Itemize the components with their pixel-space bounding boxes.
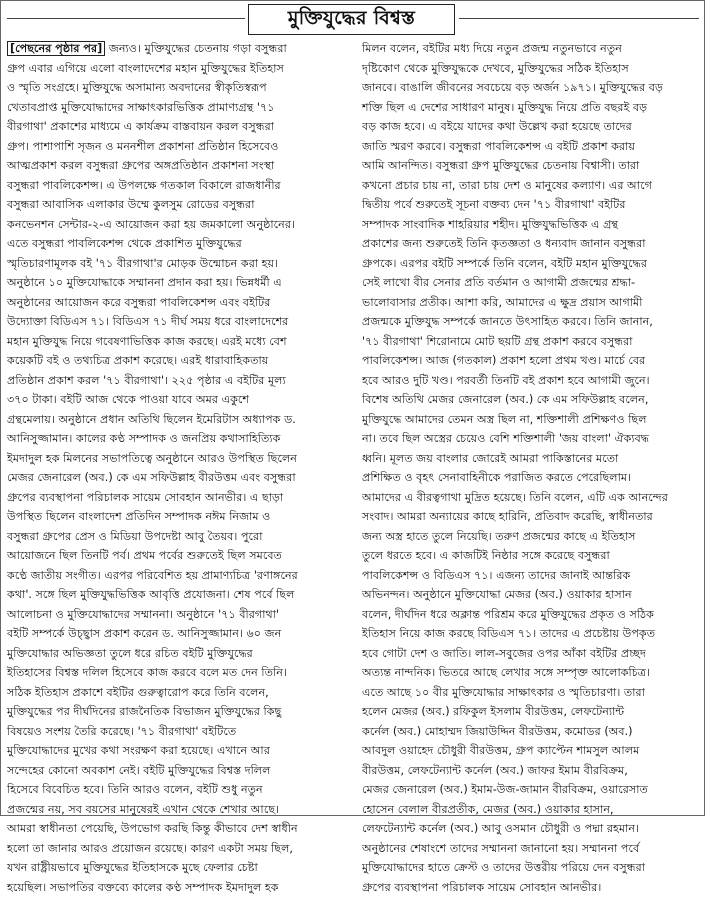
article-line xyxy=(7,488,344,508)
article-line-text: গ্রুপকে। এরপর বইটি সম্পর্কে তিনি বলেন, বইটি মহান মুক্তিযুদ্ধের xyxy=(362,257,647,270)
article-line-text: বিশেষ অতিথি মেজর জেনারেল (অব.) কে এম সফিউল্লাহ বলেন, xyxy=(362,393,648,406)
article-line-text: যখন রাষ্ট্রীয়ভাবে মুক্তিযুদ্ধের ইতিহাসকে মুছে ফেলার চেষ্টা xyxy=(7,861,258,874)
article-line-text: আবদুল ওয়াহেদ চৌধুরী বীরউত্তম, গ্রুপ ক্যাপ্টেন শামসুল আলম xyxy=(362,744,639,757)
article-line-text: কখনো প্রচার চায় না, তারা চায় দেশ ও মানুষের কল্যাণ। এর আগে xyxy=(362,179,652,192)
article-line xyxy=(7,624,344,644)
article-line-text: হলো তা জানার আরও প্রয়োজন রয়েছে। কারণ একটা সময় ছিল, xyxy=(7,842,293,855)
article-line xyxy=(7,293,344,313)
article-line-text: পাবলিকেশন্স ও বিডিএস ৭১। এজন্য তাদের জানাই আন্তরিক xyxy=(362,569,630,582)
article-line-text: বড় কাজ হবে। এ বইয়ে যাদের কথা উল্লেখ করা হয়েছে তাদের xyxy=(362,120,632,133)
article-line xyxy=(362,858,699,878)
article-line xyxy=(362,351,699,371)
left-column xyxy=(7,39,344,897)
article-line xyxy=(362,78,699,98)
article-line-text: জন্যও। মুক্তিযুদ্ধের চেতনায় গড়া বসুন্ধরা xyxy=(109,42,287,55)
article-line-text: মেজর জেনারেল (অব.) কে এম সফিউল্লাহ বীরউত্তম এবং বসুন্ধরা xyxy=(7,471,296,484)
article-line-text: মুক্তিযোদ্ধাদের মুখের কথা সংরক্ষণ করা হয়েছে। এখানে আর xyxy=(7,744,270,757)
article-line xyxy=(7,878,344,897)
article-line-text: মুক্তিযুদ্ধের পর দীর্ঘদিনের রাজনৈতিক বিভাজন মুক্তিযুদ্ধের কিছু xyxy=(7,705,281,718)
article-line xyxy=(362,137,699,157)
article-line-text: মেজর জেনারেল (অব.) ইমাম-উজ-জামান বীরবিক্রম, ওয়ারেসাত xyxy=(362,783,648,796)
article-line-text: শক্তি ছিল এ দেশের সাধারণ মানুষ। মুক্তিযুদ্ধ নিয়ে প্রতি বছরই বড় xyxy=(362,101,647,114)
article-line xyxy=(7,176,344,196)
article-line xyxy=(7,585,344,605)
article-line-text: হোসেন বেলাল বীরপ্রতীক, মেজর (অব.) ওয়াকার হাসান, xyxy=(362,803,614,816)
article-line xyxy=(7,215,344,235)
article-line-text: এতে আছে ১০ বীর মুক্তিযোদ্ধার সাক্ষাৎকার ও স্মৃতিচারণা। তারা xyxy=(362,686,645,699)
article-line xyxy=(362,878,699,897)
article-line-text: ভালোবাসার প্রতীক। আশা করি, আমাদের এ ক্ষুদ্র প্রয়াস আগামী xyxy=(362,296,642,309)
article-line-text: কয়েকটি বই ও তথ্যচিত্র প্রকাশ করেছে। এরই ধারাবাহিকতায় xyxy=(7,354,268,367)
article-line-text: উপস্থিত ছিলেন বাংলাদেশ প্রতিদিন সম্পাদক নঈম নিজাম ও xyxy=(7,510,270,523)
article-line xyxy=(362,254,699,274)
article-line xyxy=(7,741,344,761)
article-line xyxy=(7,605,344,625)
article-line xyxy=(362,605,699,625)
article-line-text: আমরা স্বাধীনতা পেয়েছি, উপভোগ করছি কিন্তু কীভাবে দেশ স্বাধীন xyxy=(7,822,298,835)
article-line-text: আত্মপ্রকাশ করল বসুন্ধরা গ্রুপের অঙ্গপ্রতিষ্ঠান প্রকাশনা সংস্থা xyxy=(7,159,274,172)
article-line-text: স্মৃতিচারণামূলক বই '৭১ বীরগাথা'র মোড়ক উন্মোচন করা হয়। xyxy=(7,257,278,270)
article-line xyxy=(362,839,699,859)
article-line xyxy=(362,780,699,800)
article-line xyxy=(362,293,699,313)
article-line-text: আলোচনা ও মুক্তিযোদ্ধাদের সম্মাননা। অনুষ্ঠানে '৭১ বীরগাথা' xyxy=(7,608,279,621)
article-line-text: বসুন্ধরা পাবলিকেশন্স। এ উপলক্ষে গতকাল বিকালে রাজধানীর xyxy=(7,179,281,192)
headline-rule-left xyxy=(7,18,245,19)
article-line xyxy=(7,78,344,98)
article-line-text: অনুষ্ঠানের আয়োজন করে বসুন্ধরা পাবলিকেশন্স এবং বইটির xyxy=(7,296,270,309)
article-line xyxy=(362,449,699,469)
article-line xyxy=(7,468,344,488)
article-line-text: বীরগাথা' প্রকাশের মাধ্যমে এ কার্যক্রম বাস্তবায়ন করল বসুন্ধরা xyxy=(7,120,274,133)
article-line-text: বসুন্ধরা গ্রুপের প্রেস ও মিডিয়া উপদেষ্টা আবু তৈয়ব। পুরো xyxy=(7,530,262,543)
article-line-text: দ্বিতীয় পর্বে শুরুতেই সূচনা বক্তব্য দেন '৭১ বীরগাথা' বইটির xyxy=(362,198,626,211)
article-line-text: কনভেনশন সেন্টার-২-এ আয়োজন করা হয় জমকালো অনুষ্ঠানের। xyxy=(7,218,295,231)
article-line xyxy=(7,819,344,839)
article-line-text: গ্রন্থমেলায়। অনুষ্ঠানে প্রধান অতিথি ছিলেন ইমেরিটাস অধ্যাপক ড. xyxy=(7,413,296,426)
article-line-text: কথা'. সঙ্গে ছিল মুক্তিযুদ্ধভিত্তিক আবৃত্তি প্রযোজনা। শেষ পর্বে ছিল xyxy=(7,588,294,601)
article-line xyxy=(7,507,344,527)
article-line xyxy=(7,644,344,664)
article-line xyxy=(362,702,699,722)
article-line xyxy=(362,98,699,118)
article-line xyxy=(7,137,344,157)
article-line xyxy=(362,390,699,410)
article-line-text: না। তবে ছিল অস্ত্রের চেয়েও বেশি শক্তিশালী 'জয় বাংলা' ঐক্যবদ্ধ xyxy=(362,432,649,445)
article-line-text: ইমদাদুল হক মিলনের সভাপতিত্বে অনুষ্ঠানে আরও উপস্থিত ছিলেন xyxy=(7,452,297,465)
article-line-text: কর্নেল (অব.) মোহাম্মদ জিয়াউদ্দিন বীরউত্তম, কমোডর (অব.) xyxy=(362,725,633,738)
article-line-text: সম্পাদক সাংবাদিক শাহরিয়ার শহীদ। মুক্তিযুদ্ধভিত্তিক এ গ্রন্থ xyxy=(362,218,618,231)
article-line xyxy=(7,332,344,352)
article-line-text: ইতিহাসের বিশ্বস্ত দলিল হিসেবে কাজ করবে বলে মত দেন তিনি। xyxy=(7,666,287,679)
article-line xyxy=(362,566,699,586)
article-line xyxy=(362,117,699,137)
article-line xyxy=(7,566,344,586)
article-line-text: মুক্তিযুদ্ধে আমাদের তেমন অস্ত্র ছিল না, শক্তিশালী প্রশিক্ষণও ছিল xyxy=(362,413,647,426)
article-line xyxy=(7,800,344,820)
article-line-text: গ্রুপের ব্যবস্থাপনা পরিচালক সায়েম সোবহান আনভীর। xyxy=(362,881,601,894)
article-line-text: লেফটেন্যান্ট কর্নেল (অব.) আবু ওসমান চৌধুরী ও পদ্মা রহমান। xyxy=(362,822,639,835)
article-line xyxy=(362,527,699,547)
article-line-text: হলেন মেজর (অব.) রফিকুল ইসলাম বীরউত্তম, লেফটেন্যান্ট xyxy=(362,705,624,718)
article-line-text: পাবলিকেশন্স। আজ (গতকাল) প্রকাশ হলো প্রথম খণ্ড। মার্চে বের xyxy=(362,354,645,367)
article-line xyxy=(362,429,699,449)
article-line-text: বীরউত্তম, লেফটেন্যান্ট কর্নেল (অব.) জাফর ইমাম বীরবিক্রম, xyxy=(362,764,628,777)
article-line xyxy=(7,761,344,781)
article-line-text: '৭১ বীরগাথা' শিরোনামে মোট ছয়টি গ্রন্থ প্রকাশ করবে বসুন্ধরা xyxy=(362,335,632,348)
article-line-text: প্রজন্মকে মুক্তিযুদ্ধ সম্পর্কে জানতে উৎসাহিত করবে। তিনি জানান, xyxy=(362,315,653,328)
article-line-text: মিলন বলেন, বইটির মধ্য দিয়ে নতুন প্রজন্ম নতুনভাবে নতুন xyxy=(362,42,622,55)
article-line-text: প্রশিক্ষিত ও বৃহৎ সেনাবাহিনীকে পরাজিত করতে পেরেছিলাম। xyxy=(362,471,631,484)
article-line-text: গ্রুপের ব্যবস্থাপনা পরিচালক সায়েম সোবহান আনভীর। এ ছাড়া xyxy=(7,491,283,504)
article-line xyxy=(7,273,344,293)
article-line-text: মুক্তিযোদ্ধার অভিজ্ঞতা তুলে ধরে রচিত বইটি মুক্তিযুদ্ধের xyxy=(7,647,253,660)
article-line xyxy=(7,780,344,800)
article-line xyxy=(362,156,699,176)
headline: মুক্তিযুদ্ধের বিশ্বস্ত xyxy=(288,4,415,36)
article-line xyxy=(7,410,344,430)
article-line xyxy=(7,254,344,274)
article-line xyxy=(7,390,344,410)
article-line-text: ও স্মৃতি সংগ্রহে। মুক্তিযুদ্ধে অসামান্য অবদানের স্বীকৃতিস্বরূপ xyxy=(7,81,267,94)
article-line xyxy=(362,59,699,79)
article-line-text: বইটি সম্পর্কে উচ্ছ্বাস প্রকাশ করেন ড. আনিসুজ্জামান। ৬০ জন xyxy=(7,627,281,640)
article-line xyxy=(362,624,699,644)
article-line-text: হিসেবে বিবেচিত হবে। তিনি আরও বলেন, বইটি শুধু নতুন xyxy=(7,783,263,796)
article-line xyxy=(362,761,699,781)
article-line-text: উদ্যোক্তা বিডিএস ৭১। বিডিএস ৭১ দীর্ঘ সময় ধরে বাংলাদেশের xyxy=(7,315,288,328)
article-line-text: অনুষ্ঠানে ১০ মুক্তিযোদ্ধাকে সম্মাননা প্রদান করা হয়। ভিন্নধর্মী এ xyxy=(7,276,282,289)
article-line xyxy=(362,468,699,488)
article-line-text: অভিনন্দন। অনুষ্ঠানে মুক্তিযোদ্ধা মেজর (অব.) ওয়াকার হাসান xyxy=(362,588,632,601)
article-line xyxy=(362,722,699,742)
article-line xyxy=(7,39,344,59)
article-line-text: প্রতিষ্ঠান প্রকাশ করল '৭১ বীরগাথা'। ২২৫ পৃষ্ঠার এ বইটির মূল্য xyxy=(7,374,286,387)
right-column xyxy=(362,39,699,897)
article-line-text: ধ্বনি। মূলত জয় বাংলার জোরেই আমরা পাকিস্তানের মতো xyxy=(362,452,618,465)
article-line-text: ৩৭০ টাকা। বইটি আজ থেকে পাওয়া যাবে অমর একুশে xyxy=(7,393,249,406)
article-line xyxy=(362,332,699,352)
article-line xyxy=(362,312,699,332)
article-line-text: গ্রুপ এবার এগিয়ে এলো বাংলাদেশের মহান মুক্তিযুদ্ধের ইতিহাস xyxy=(7,62,284,75)
article-line-text: তুলে ধরতে হবে। এ কাজটিই নিষ্ঠার সঙ্গে করেছে বসুন্ধরা xyxy=(362,549,610,562)
continuation-tag: [পেছনের পৃষ্ঠার পর] xyxy=(7,41,105,56)
article-line xyxy=(7,156,344,176)
article-line xyxy=(362,741,699,761)
article-line-text: সেই লাখো বীর সেনার প্রতি বর্তমান ও আগামী প্রজন্মের শ্রদ্ধা- xyxy=(362,276,635,289)
article-line xyxy=(7,839,344,859)
article-line-text: হবে গোটা দেশ ও জাতি। লাল-সবুজের ওপর আঁকা বইটির প্রচ্ছদ xyxy=(362,647,646,660)
article-line xyxy=(7,195,344,215)
article-line-text: আমাদের এ বীরত্বগাথা মুদ্রিত হয়েছে। তিনি বলেন, এটি এক আনন্দের xyxy=(362,491,668,504)
article-line xyxy=(7,663,344,683)
article-line-text: বসুন্ধরা আবাসিক এলাকার উম্মে কুলসুম রোডের বসুন্ধরা xyxy=(7,198,254,211)
article-line-text: আমি আনন্দিত। বসুন্ধরা গ্রুপ মুক্তিযুদ্ধের চেতনায় বিশ্বাসী। তারা xyxy=(362,159,639,172)
article-line-text: অত্যন্ত নান্দনিক। ভিতরে আছে লেখার সঙ্গে সম্পৃক্ত আলোকচিত্র। xyxy=(362,666,650,679)
article-line-text: সন্দেহের কোনো অবকাশ নেই। বইটি মুক্তিযুদ্ধের বিশ্বস্ত দলিল xyxy=(7,764,270,777)
article-line xyxy=(362,410,699,430)
article-line-text: আনিসুজ্জামান। কালের কণ্ঠ সম্পাদক ও জনপ্রিয় কথাসাহিত্যিক xyxy=(7,432,280,445)
headline-box xyxy=(248,4,455,35)
article-line-text: কণ্ঠে জাতীয় সংগীত। এরপর পরিবেশিত হয় প্রামাণ্যচিত্র 'রণাঙ্গনের xyxy=(7,569,298,582)
article-line-text: প্রজন্মের নয়, সব বয়সের মানুষেরই এখান থেকে শেখার আছে। xyxy=(7,803,279,816)
article-line xyxy=(7,683,344,703)
article-line xyxy=(362,195,699,215)
article-line xyxy=(7,429,344,449)
article-line-text: খেতাবপ্রাপ্ত মুক্তিযোদ্ধাদের সাক্ষাৎকারভিত্তিক প্রামাণ্যগ্রন্থ '৭১ xyxy=(7,101,275,114)
article-line xyxy=(362,215,699,235)
article-line-text: ইতিহাস নিয়ে কাজ করছে বিডিএস ৭১। তাদের এ প্রচেষ্টায় উপকৃত xyxy=(362,627,655,640)
article-line xyxy=(362,800,699,820)
article-line xyxy=(7,351,344,371)
article-line xyxy=(362,819,699,839)
article-line xyxy=(362,546,699,566)
article-line-text: গ্রুপ। পাশাপাশি সৃজন ও মননশীল প্রকাশনা প্রতিষ্ঠান হিসেবেও xyxy=(7,140,278,153)
article-line-text: অনুষ্ঠানের শেষাংশে তাদের সম্মাননা জানানো হয়। সম্মাননা পর্বে xyxy=(362,842,639,855)
article-line-text: জাতি স্মরণ করবে। বসুন্ধরা পাবলিকেশন্স এ বইটি প্রকাশ করায় xyxy=(362,140,635,153)
article-line xyxy=(362,39,699,59)
article-line-text: সংবাদ। আমরা অন্যায়ের কাছে হারিনি, প্রতিবাদ করেছি, স্বাধীনতার xyxy=(362,510,653,523)
article-line-text: দৃষ্টিকোণ থেকে মুক্তিযুদ্ধকে দেখবে, মুক্তিযুদ্ধের সঠিক ইতিহাস xyxy=(362,62,629,75)
article-line xyxy=(7,702,344,722)
article-line-text: মহান মুক্তিযুদ্ধ নিয়ে গবেষণাভিত্তিক কাজ করছে। এরই মধ্যে বেশ xyxy=(7,335,287,348)
article-line xyxy=(7,312,344,332)
article-line-text: সঠিক ইতিহাস প্রকাশে বইটির গুরুত্বারোপ করে তিনি বলেন, xyxy=(7,686,269,699)
article-line xyxy=(362,273,699,293)
article-line xyxy=(7,98,344,118)
article-line xyxy=(362,507,699,527)
article-line xyxy=(7,117,344,137)
article-line xyxy=(7,546,344,566)
article-line-text: বলেন, দীর্ঘদিন ধরে অক্লান্ত পরিশ্রম করে মুক্তিযুদ্ধের প্রকৃত ও সঠিক xyxy=(362,608,654,621)
article-line xyxy=(362,663,699,683)
article-line-text: হবে আরও দুটি খণ্ড। পরবর্তী তিনটি বই প্রকাশ হবে আগামী জুনে। xyxy=(362,374,650,387)
article-line xyxy=(7,858,344,878)
article-line xyxy=(7,59,344,79)
article-line xyxy=(362,371,699,391)
article-line xyxy=(362,585,699,605)
headline-rule-right xyxy=(459,18,699,19)
article-line-text: হয়েছিল। সভাপতির বক্তব্যে কালের কণ্ঠ সম্পাদক ইমদাদুল হক xyxy=(7,881,279,894)
article-line xyxy=(7,234,344,254)
article-line-text: এতে বসুন্ধরা পাবলিকেশন্স থেকে প্রকাশিত মুক্তিযুদ্ধের xyxy=(7,237,242,250)
article-line xyxy=(362,176,699,196)
article-line xyxy=(362,488,699,508)
article-line xyxy=(362,234,699,254)
article-line-text: প্রকাশের জন্য শুরুতেই তিনি কৃতজ্ঞতা ও ধন্যবাদ জানান বসুন্ধরা xyxy=(362,237,646,250)
article-line xyxy=(362,644,699,664)
article-line-text: মুক্তিযোদ্ধাদের হাতে ক্রেস্ট ও তাদের উত্তরীয় পরিয়ে দেন বসুন্ধরা xyxy=(362,861,645,874)
article-line xyxy=(7,722,344,742)
article-line-text: বিষয়েও সংশয় তৈরি করেছে। '৭১ বীরগাথা' বইটিতে xyxy=(7,725,236,738)
article-line xyxy=(7,449,344,469)
article-line xyxy=(7,527,344,547)
article-line-text: জানবে। বাঙালি জীবনের সবচেয়ে বড় অর্জন ১৯৭১। মুক্তিযুদ্ধের বড় xyxy=(362,81,663,94)
article-line xyxy=(362,683,699,703)
article-line xyxy=(7,371,344,391)
article-line-text: আয়োজনে ছিল তিনটি পর্ব। প্রথম পর্বের শুরুতেই ছিল সমবেত xyxy=(7,549,282,562)
article-line-text: জন্য অস্ত্র হাতে তুলে নিয়েছি। তরুণ প্রজন্মের কাছে এ ইতিহাস xyxy=(362,530,636,543)
